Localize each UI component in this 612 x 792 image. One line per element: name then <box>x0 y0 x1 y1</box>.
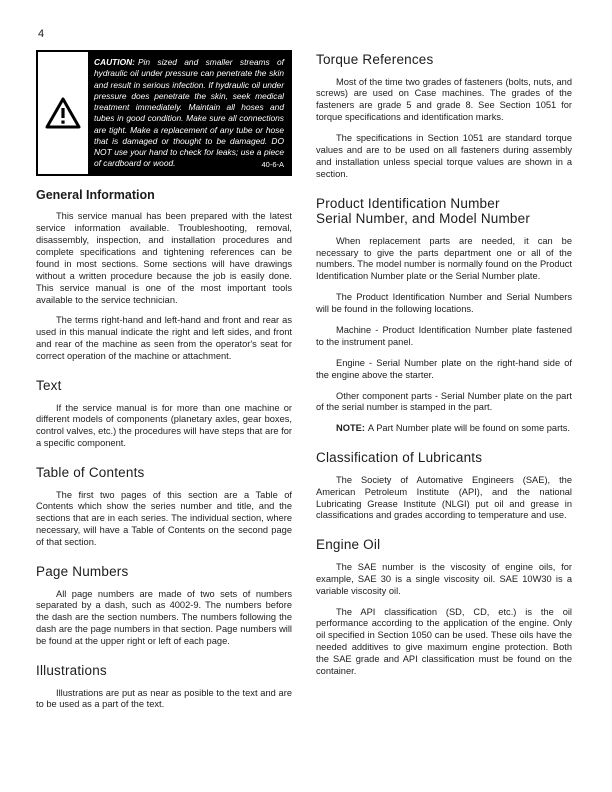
paragraph: Illustrations are put as near as posible to the text and are to be used as a part of the text. <box>36 687 292 710</box>
section-heading-general-information: General Information <box>36 188 155 203</box>
paragraph-other-parts-location: Other component parts - Serial Number plate on the part of the serial number is stamped in the part. <box>316 390 572 413</box>
paragraph: The terms right-hand and left-hand and front and rear as used in this manual indicate the right and left sides, and front and rear of the machine as seen from the operator's seat for correct operation of the machine or attachment. <box>36 315 292 362</box>
heading-line-2: Serial Number, and Model Number <box>316 211 531 227</box>
caution-body: Pin sized and smaller streams of hydraulic oil under pressure can penetrate the skin and result in serious infection. If hydraulic oil under pressure does penetrate the skin, seek medical treatment immediately. Maintain all hoses and tubes in good condition. Make sure all connections are tight. Make a replacement of any tube or hose that is damaged or thought to be damaged. DO NOT use your hand to check for leaks; use a piece of cardboard or wood. <box>94 57 284 169</box>
note-paragraph <box>316 423 572 435</box>
paragraph: The first two pages of this section are a Table of Contents which show the series number and title, and the sections that are in each series. The individual section, where necessary, will have a Table of Contents on the second page of that section. <box>36 489 292 548</box>
caution-code: 40-6-A <box>261 160 284 170</box>
caution-icon-cell <box>38 52 88 174</box>
note-text: A Part Number plate will be found on some parts. <box>367 423 570 434</box>
note-label: NOTE: <box>336 423 365 434</box>
paragraph: All page numbers are made of two sets of numbers separated by a dash, such as 4002-9. The numbers before the dash are the section numbers. The numbers following the dash are the page numbers in that section. Page numbers will be found at the upper right or left of each page. <box>36 588 292 647</box>
section-heading-torque-references: Torque References <box>316 52 434 67</box>
caution-text <box>88 52 290 174</box>
paragraph: The specifications in Section 1051 are standard torque values and are to be used on all fasteners during assembly and installation unless special torque values are shown in a section. <box>316 133 572 179</box>
section-heading-engine-oil: Engine Oil <box>316 537 381 553</box>
caution-label: CAUTION: <box>94 57 135 67</box>
two-column-layout <box>36 50 572 720</box>
right-column <box>316 50 572 720</box>
section-heading-table-of-contents: Table of Contents <box>36 465 145 481</box>
section-heading-classification-of-lubricants: Classification of Lubricants <box>316 450 483 466</box>
caution-box <box>36 50 292 176</box>
paragraph-machine-location: Machine - Product Identification Number plate fastened to the instrument panel. <box>316 325 572 347</box>
section-heading-page-numbers: Page Numbers <box>36 564 129 580</box>
heading-line-1: Product Identification Number <box>316 195 500 211</box>
paragraph: When replacement parts are needed, it can be necessary to give the parts department one or all of the numbers. The model number is normally found on the Product Identification Number plate or the Serial Number plate. <box>316 235 572 282</box>
paragraph: The SAE number is the viscosity of engine oils, for example, SAE 30 is a single viscosity oil. SAE 10W30 is a variable viscosity oil. <box>316 561 572 596</box>
paragraph: The Society of Automative Engineers (SAE), the American Petroleum Institute (API), and the national Lubricating Grease Institute (NLGI) put oil and grease in classifications and grades according to temperature and use. <box>316 474 572 521</box>
section-heading-text: Text <box>36 377 62 393</box>
section-heading-product-identification <box>316 196 572 227</box>
paragraph: The Product Identification Number and Serial Numbers will be found in the following locations. <box>316 292 572 315</box>
warning-triangle-icon <box>45 97 81 130</box>
section-heading-illustrations: Illustrations <box>36 663 107 678</box>
paragraph: Most of the time two grades of fasteners (bolts, nuts, and screws) are used on Case machines. The grades of the fasteners are grade 5 and grade 8. See Section 1051 for torque specifications and identification marks. <box>316 76 572 123</box>
paragraph: If the service manual is for more than one machine or different models of components (planetary axles, gear boxes, control valves, etc.) the procedures will have steps that are for a specific component. <box>36 402 292 449</box>
left-column <box>36 50 292 720</box>
page-number: 4 <box>38 28 45 40</box>
paragraph: The API classification (SD, CD, etc.) is the oil performance according to the application of the engine. Only oil specified in Section 1050 can be used. These oils have the needed additives to give maximum engine protection. Both the SAE grade and API classification must be found on the container. <box>316 606 572 676</box>
paragraph-engine-location: Engine - Serial Number plate on the right-hand side of the engine above the starter. <box>316 357 572 380</box>
paragraph: This service manual has been prepared with the latest service information available. Troubleshooting, removal, disassembly, inspection, and installation procedures and complete specifications and tightening references can be found in most sections. Some sections will have drawings without a written procedure because the job is easily done. This service manual is one of the most important tools available to the service technician. <box>36 211 292 305</box>
